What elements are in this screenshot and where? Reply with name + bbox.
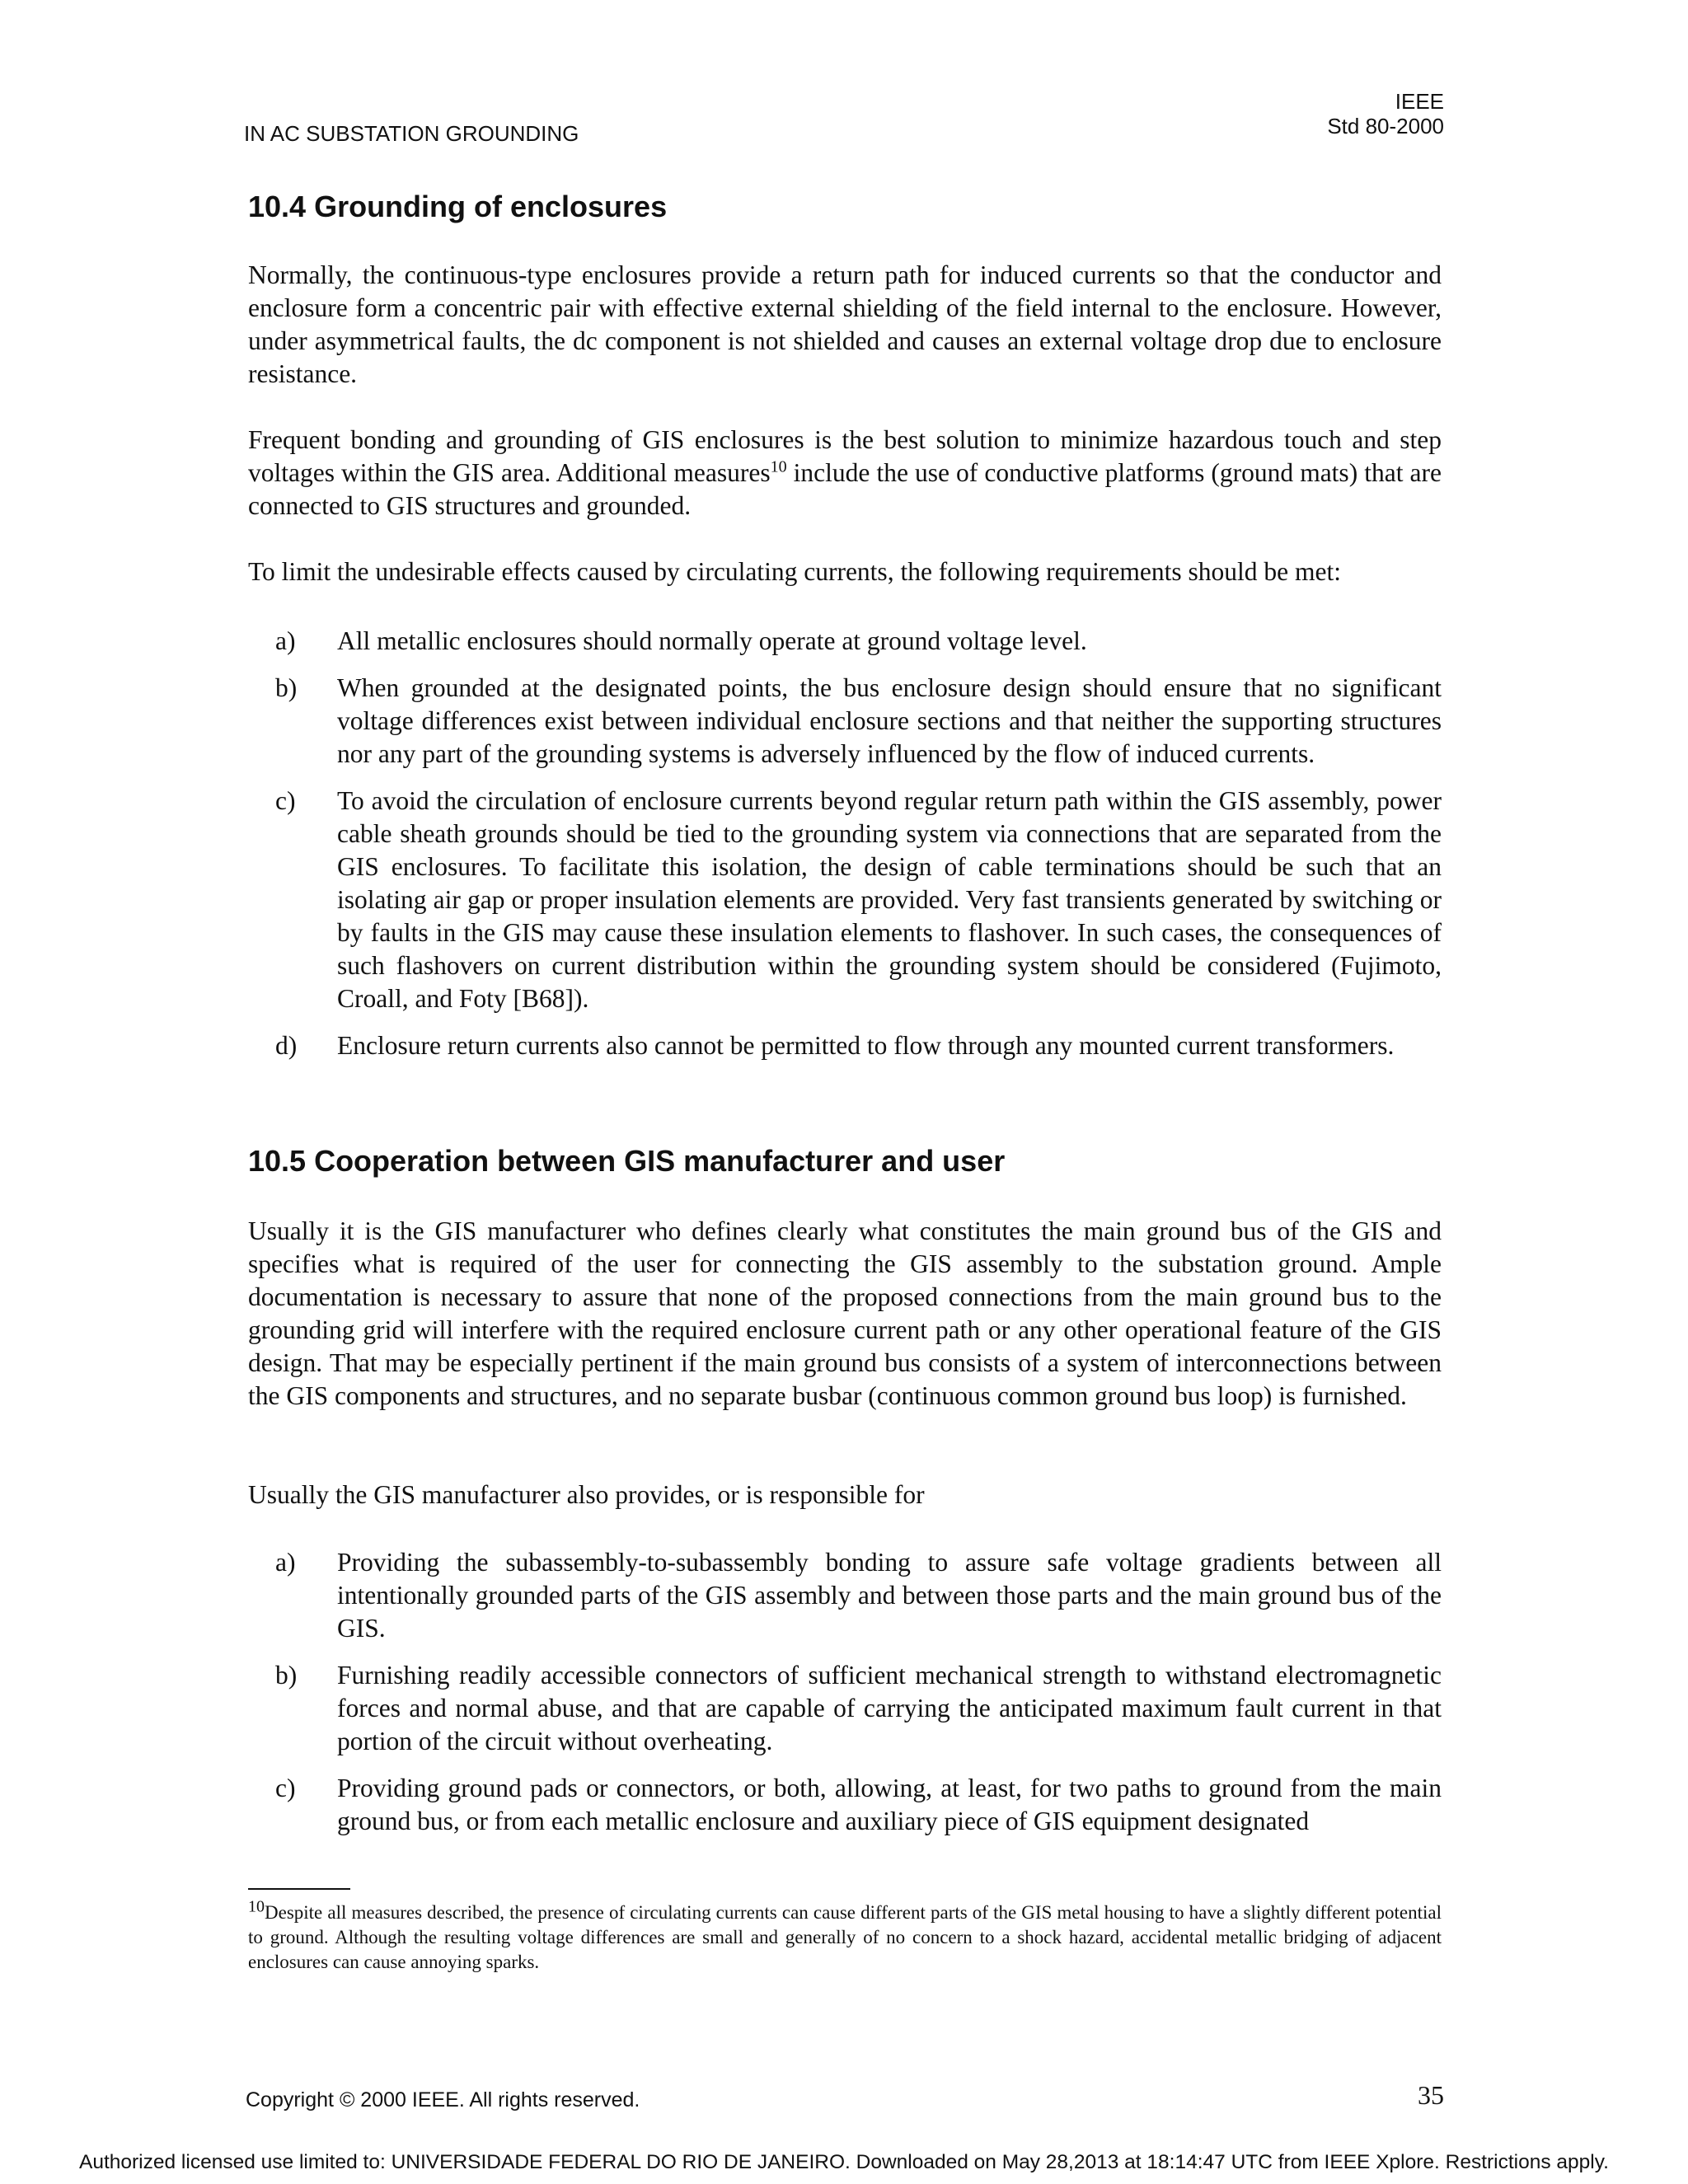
paragraph: Normally, the continuous-type enclosures provide a return path for induced currents so that the conductor and enclosure form a concentric pair with effective external shielding of the field internal to the enclosure. However, under asymmetrical faults, the dc component is not shielded and causes an external voltage drop due to enclosure resistance. xyxy=(248,260,1442,388)
list-marker: b) xyxy=(275,673,298,702)
page-number: 35 xyxy=(1418,2080,1444,2110)
paragraph-text: Frequent bonding and grounding of GIS enclosures is the best solution to minimize hazardous touch and step voltages within the GIS area. Additional measures xyxy=(248,425,1442,487)
responsibilities-list xyxy=(248,1546,1442,1852)
list-item xyxy=(248,1772,1442,1838)
section-heading-10-5: 10.5 Cooperation between GIS manufacturer and user xyxy=(248,1144,1006,1178)
copyright-notice: Copyright © 2000 IEEE. All rights reserved. xyxy=(246,2088,640,2111)
list-item-text: All metallic enclosures should normally operate at ground voltage level. xyxy=(337,626,1087,655)
footnote xyxy=(248,1897,1442,1975)
footnote-number: 10 xyxy=(248,1897,265,1916)
license-notice: Authorized licensed use limited to: UNIVERSIDADE FEDERAL DO RIO DE JANEIRO. Downloaded on May 28,2013 at 18:14:47 UTC from IEEE Xplore. Restrictions apply. xyxy=(79,2151,1609,2173)
list-item-text: Providing the subassembly-to-subassembly bonding to assure safe voltage gradients between all intentionally grounded parts of the GIS assembly and between those parts and the main ground bus of the GIS. xyxy=(337,1548,1442,1643)
list-item-text: To avoid the circulation of enclosure currents beyond regular return path within the GIS assembly, power cable sheath grounds should be tied to the grounding system via connections that are separated from the GIS enclosures. To facilitate this isolation, the design of cable terminations should be such that an isolating air gap or proper insulation elements are provided. Very fast transients generated by switching or by faults in the GIS may cause these insulation elements to flashover. In such cases, the consequences of such flashovers on current distribution within the grounding system should be considered (Fujimoto, Croall, and Foty [B68]). xyxy=(337,786,1442,1013)
section-heading-10-4: 10.4 Grounding of enclosures xyxy=(248,190,668,223)
list-item xyxy=(248,1546,1442,1645)
running-header xyxy=(244,89,1444,147)
list-item-text: Furnishing readily accessible connectors of sufficient mechanical strength to withstand electromagnetic forces and normal abuse, and that are capable of carrying the anticipated maximum fault current in that portion of the circuit without overheating. xyxy=(337,1661,1442,1755)
list-item xyxy=(248,785,1442,1015)
paragraph: To limit the undesirable effects caused by circulating currents, the following requirements should be met: xyxy=(248,557,1341,586)
footnote-text: Despite all measures described, the presence of circulating currents can cause different parts of the GIS metal housing to have a slightly different potential to ground. Although the resulting voltage differences are small and generally of no concern to a shock hazard, accidental metallic bridging of adjacent enclosures can cause annoying sparks. xyxy=(248,1902,1442,1972)
list-item xyxy=(248,1659,1442,1758)
list-item-text: Enclosure return currents also cannot be permitted to flow through any mounted current transformers. xyxy=(337,1031,1395,1060)
header-document-title: IN AC SUBSTATION GROUNDING xyxy=(244,121,579,146)
paragraph: Usually it is the GIS manufacturer who defines clearly what constitutes the main ground bus of the GIS and specifies what is required of the user for connecting the GIS assembly to the substation ground. Ample documentation is necessary to assure that none of the proposed connections from the main ground bus to the grounding grid will interfere with the required enclosure current path or any other operational feature of the GIS design. That may be especially pertinent if the main ground bus consists of a system of interconnections between the GIS components and structures, and no separate busbar (continuous common ground bus loop) is furnished. xyxy=(248,1216,1442,1410)
paragraph: Usually the GIS manufacturer also provides, or is responsible for xyxy=(248,1480,925,1509)
list-marker: a) xyxy=(275,1548,296,1577)
list-item xyxy=(248,625,1442,658)
page-footer xyxy=(246,2080,1444,2113)
header-standard-id xyxy=(1327,89,1444,138)
list-marker: d) xyxy=(275,1031,298,1060)
requirements-list xyxy=(248,625,1442,1076)
paragraph xyxy=(248,424,1442,523)
list-marker: c) xyxy=(275,1774,296,1802)
header-std-number: Std 80-2000 xyxy=(1327,114,1444,138)
list-item xyxy=(248,672,1442,771)
list-marker: a) xyxy=(275,626,296,655)
list-marker: b) xyxy=(275,1661,298,1690)
paragraph-text: include the use of conductive platforms (ground mats) that are connected to GIS structures and grounded. xyxy=(248,458,1442,520)
footnote-reference[interactable]: 10 xyxy=(770,457,787,476)
list-item-text: When grounded at the designated points, the bus enclosure design should ensure that no significant voltage differences exist between individual enclosure sections and that neither the supporting structures nor any part of the grounding systems is adversely influenced by the flow of induced currents. xyxy=(337,673,1442,768)
list-item xyxy=(248,1029,1442,1062)
header-org: IEEE xyxy=(1395,89,1444,114)
list-marker: c) xyxy=(275,786,296,815)
footnote-divider xyxy=(248,1888,350,1890)
list-item-text: Providing ground pads or connectors, or both, allowing, at least, for two paths to ground from the main ground bus, or from each metallic enclosure and auxiliary piece of GIS equipment designated xyxy=(337,1774,1442,1835)
